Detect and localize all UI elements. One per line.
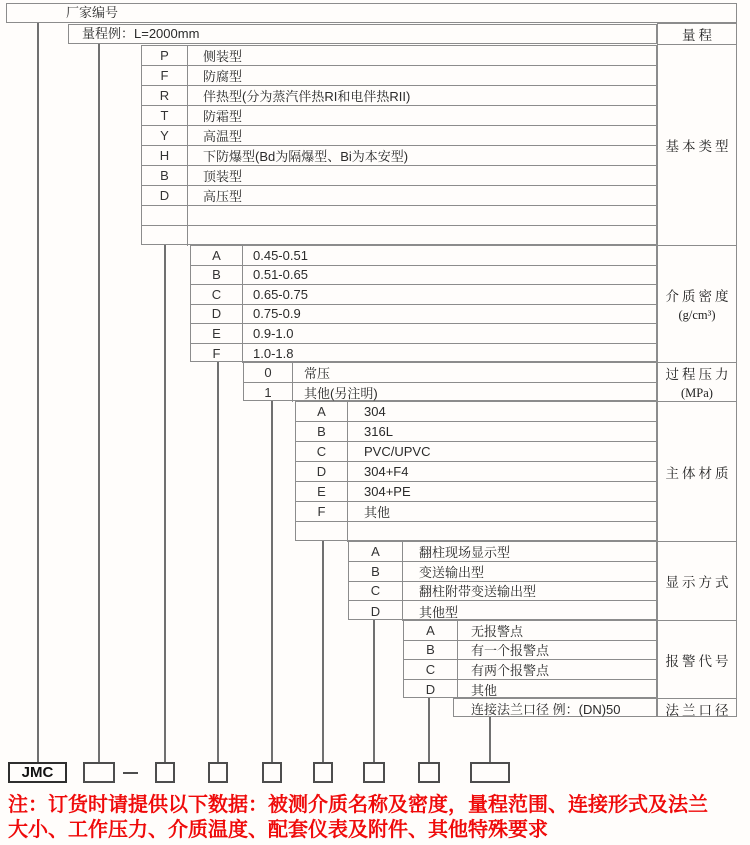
option-desc: 高压型 <box>203 189 243 204</box>
option-code: 1 <box>244 383 293 403</box>
option-code: F <box>142 66 188 85</box>
option-desc: 常压 <box>304 365 331 381</box>
spec-label-cell <box>658 363 736 402</box>
option-row <box>191 344 656 364</box>
section-flange <box>453 698 657 717</box>
option-row <box>296 462 656 482</box>
model-code-box <box>313 762 333 783</box>
option-row <box>142 46 656 66</box>
option-row <box>142 86 656 106</box>
option-row <box>296 482 656 502</box>
option-row <box>142 226 656 246</box>
option-row <box>244 383 656 403</box>
option-code: R <box>142 86 188 105</box>
option-row <box>142 166 656 186</box>
option-code: D <box>296 462 348 481</box>
option-row <box>244 363 656 383</box>
spec-label-text: 显示方式 <box>665 575 732 590</box>
option-row <box>404 680 656 700</box>
option-desc: 316L <box>364 424 393 439</box>
option-desc: 无报警点 <box>471 623 524 639</box>
option-code: E <box>191 324 243 343</box>
connector-line <box>271 401 273 763</box>
connector-line <box>164 245 166 763</box>
option-row <box>191 285 656 305</box>
model-code-box <box>470 762 510 783</box>
option-desc: 翻柱附带变送输出型 <box>419 584 537 600</box>
option-row <box>296 422 656 442</box>
spec-label-text: 量程 <box>682 28 715 43</box>
model-code-box <box>363 762 385 783</box>
option-desc: 0.51-0.65 <box>253 267 308 283</box>
option-code <box>296 522 348 542</box>
option-code: F <box>296 502 348 521</box>
connector-line <box>489 717 491 763</box>
option-row <box>296 502 656 522</box>
option-desc: 其他型 <box>419 604 459 620</box>
section-material <box>295 401 657 541</box>
option-code: T <box>142 106 188 125</box>
section-display <box>348 541 657 620</box>
option-code: C <box>404 660 458 679</box>
option-row <box>404 621 656 641</box>
option-row <box>191 246 656 266</box>
option-desc: 下防爆型(Bd为隔爆型、Bi为本安型) <box>203 149 409 164</box>
option-desc: 高温型 <box>203 129 243 144</box>
option-code: C <box>349 582 403 601</box>
spec-label-text: 主体材质 <box>665 465 732 481</box>
option-row <box>404 641 656 661</box>
option-desc: 翻柱现场显示型 <box>419 544 511 560</box>
spec-label-cell <box>658 621 736 699</box>
option-row <box>296 442 656 462</box>
option-desc: 304 <box>364 404 386 419</box>
option-desc: 连接法兰口径 例：(DN)50 <box>471 702 621 717</box>
option-code: A <box>191 246 243 265</box>
spec-label-text: 报警代号 <box>665 653 732 669</box>
spec-label-cell <box>658 45 736 246</box>
spec-label-cell <box>658 246 736 363</box>
option-desc: 304+F4 <box>364 464 409 479</box>
connector-line <box>217 362 219 763</box>
connector-line <box>428 698 430 763</box>
option-row <box>349 562 656 582</box>
option-code: B <box>404 641 458 660</box>
option-code: E <box>296 482 348 501</box>
model-code-box <box>155 762 175 783</box>
option-desc: 1.0-1.8 <box>253 345 294 361</box>
option-row <box>142 126 656 146</box>
spec-label-text: 过程压力 <box>665 367 732 382</box>
order-note-line1: 注：订货时请提供以下数据：被测介质名称及密度，量程范围、连接形式及法兰 <box>8 794 708 816</box>
option-code: B <box>349 562 403 581</box>
spec-label-text: 基本类型 <box>665 139 732 154</box>
model-code-box <box>83 762 115 783</box>
spec-label-unit: (g/cm³) <box>678 308 716 322</box>
option-code <box>142 206 188 225</box>
option-code: C <box>191 285 243 304</box>
spec-label-text: 介质密度 <box>665 289 732 304</box>
manufacturer-number-row <box>6 3 737 23</box>
option-code: F <box>191 344 243 364</box>
option-code: A <box>296 402 348 421</box>
option-row <box>142 206 656 226</box>
option-row <box>191 324 656 344</box>
option-code: P <box>142 46 188 65</box>
option-desc: 有两个报警点 <box>471 662 550 678</box>
option-code: H <box>142 146 188 165</box>
range-example-label: 量程例：L=2000mm <box>82 26 200 41</box>
connector-line <box>98 44 100 763</box>
dash-separator <box>123 772 138 774</box>
option-code: B <box>296 422 348 441</box>
option-desc: 304+PE <box>364 484 411 499</box>
option-desc: 0.65-0.75 <box>253 286 308 302</box>
option-code: C <box>296 442 348 461</box>
jmc-prefix-label: JMC <box>21 764 54 781</box>
section-density <box>190 245 657 362</box>
option-row <box>296 522 656 542</box>
option-desc: 0.75-0.9 <box>253 306 301 322</box>
option-code: Y <box>142 126 188 145</box>
option-code: D <box>142 186 188 205</box>
model-code-box <box>208 762 228 783</box>
option-desc: 防腐型 <box>203 69 243 84</box>
section-pressure <box>243 362 657 401</box>
option-desc: 其他(另注明) <box>304 385 378 401</box>
option-row <box>142 106 656 126</box>
model-code-box <box>418 762 440 783</box>
section-basic-type <box>141 45 657 245</box>
option-desc: 其他 <box>364 505 391 520</box>
option-row <box>191 266 656 286</box>
option-row <box>349 582 656 602</box>
option-desc: 侧装型 <box>203 49 243 64</box>
option-code: A <box>404 621 458 640</box>
option-desc: PVC/UPVC <box>364 444 431 459</box>
option-code: D <box>349 601 403 621</box>
spec-label-column <box>657 23 737 717</box>
option-code: A <box>349 542 403 561</box>
connector-line <box>322 541 324 763</box>
spec-label-cell <box>658 24 736 45</box>
option-code: D <box>404 680 458 700</box>
option-row <box>404 660 656 680</box>
spec-label-cell <box>658 402 736 542</box>
option-desc: 0.9-1.0 <box>253 325 294 341</box>
option-code: B <box>191 266 243 285</box>
option-row <box>349 601 656 621</box>
option-row <box>142 186 656 206</box>
option-row <box>296 402 656 422</box>
section-alarm <box>403 620 657 698</box>
option-row <box>349 542 656 562</box>
range-example-row <box>68 24 657 44</box>
option-desc: 防霜型 <box>203 109 243 124</box>
order-note <box>8 793 748 843</box>
option-row <box>454 699 656 718</box>
option-desc: 顶装型 <box>203 169 243 184</box>
option-desc: 伴热型(分为蒸汽伴热RI和电伴热RII) <box>203 89 411 104</box>
order-note-line2: 大小、工作压力、介质温度、配套仪表及附件、其他特殊要求 <box>8 819 548 841</box>
option-desc: 0.45-0.51 <box>253 247 308 263</box>
option-code: 0 <box>244 363 293 382</box>
connector-line <box>37 23 39 763</box>
option-desc: 变送输出型 <box>419 564 485 580</box>
option-desc: 其他 <box>471 682 498 698</box>
option-code <box>142 226 188 246</box>
connector-line <box>373 620 375 763</box>
jmc-prefix-box <box>8 762 67 783</box>
spec-label-text: 法兰口径 <box>665 702 732 718</box>
model-code-box <box>262 762 282 783</box>
option-row <box>142 146 656 166</box>
option-code: D <box>191 305 243 324</box>
option-row <box>142 66 656 86</box>
manufacturer-number-label: 厂家编号 <box>66 5 119 20</box>
spec-label-unit: (MPa) <box>681 386 713 400</box>
spec-label-cell <box>658 542 736 621</box>
option-desc: 有一个报警点 <box>471 643 550 659</box>
spec-label-cell <box>658 699 736 718</box>
option-row <box>191 305 656 325</box>
option-code: B <box>142 166 188 185</box>
